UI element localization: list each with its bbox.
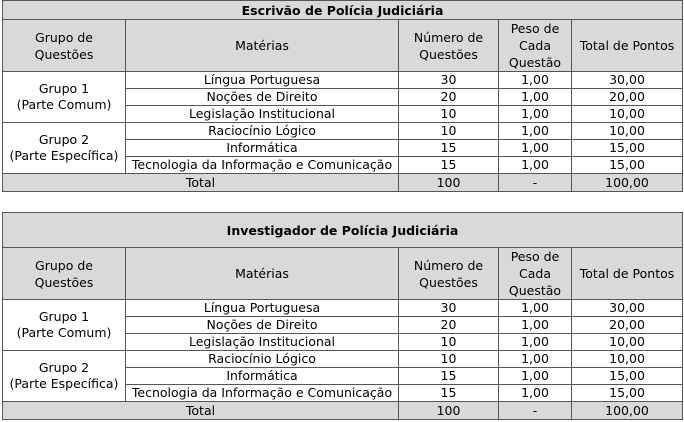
header-count: Número de Questões xyxy=(399,20,499,72)
header-weight: Peso de Cada Questão xyxy=(499,248,572,300)
escrivao-score-table xyxy=(2,0,683,192)
points-cell: 15,00 xyxy=(572,368,683,385)
weight-cell: 1,00 xyxy=(499,300,572,317)
weight-cell: 1,00 xyxy=(499,106,572,123)
points-cell: 20,00 xyxy=(572,89,683,106)
table-title: Investigador de Polícia Judiciária xyxy=(3,213,683,248)
weight-cell: 1,00 xyxy=(499,157,572,174)
subject-cell: Língua Portuguesa xyxy=(126,300,399,317)
header-total: Total de Pontos xyxy=(572,20,683,72)
weight-cell: 1,00 xyxy=(499,72,572,89)
count-cell: 15 xyxy=(399,368,499,385)
total-row xyxy=(3,402,683,420)
weight-cell: 1,00 xyxy=(499,334,572,351)
total-points: 100,00 xyxy=(572,174,683,192)
weight-cell: 1,00 xyxy=(499,368,572,385)
total-label: Total xyxy=(3,402,399,420)
subject-cell: Raciocínio Lógico xyxy=(126,123,399,140)
count-cell: 10 xyxy=(399,106,499,123)
subject-cell: Informática xyxy=(126,368,399,385)
points-cell: 10,00 xyxy=(572,334,683,351)
weight-cell: 1,00 xyxy=(499,140,572,157)
total-count: 100 xyxy=(399,402,499,420)
group-label: Grupo 2 (Parte Específica) xyxy=(3,351,126,402)
count-cell: 10 xyxy=(399,123,499,140)
header-subject: Matérias xyxy=(126,248,399,300)
subject-cell: Tecnologia da Informação e Comunicação xyxy=(126,385,399,402)
table-row xyxy=(3,300,683,317)
header-total: Total de Pontos xyxy=(572,248,683,300)
group-label: Grupo 1 (Parte Comum) xyxy=(3,72,126,123)
subject-cell: Tecnologia da Informação e Comunicação xyxy=(126,157,399,174)
header-weight: Peso de Cada Questão xyxy=(499,20,572,72)
total-points: 100,00 xyxy=(572,402,683,420)
points-cell: 15,00 xyxy=(572,385,683,402)
subject-cell: Raciocínio Lógico xyxy=(126,351,399,368)
points-cell: 10,00 xyxy=(572,106,683,123)
subject-cell: Informática xyxy=(126,140,399,157)
header-group: Grupo de Questões xyxy=(3,20,126,72)
count-cell: 15 xyxy=(399,385,499,402)
table-row xyxy=(3,123,683,140)
header-count: Número de Questões xyxy=(399,248,499,300)
group-label: Grupo 2 (Parte Específica) xyxy=(3,123,126,174)
points-cell: 10,00 xyxy=(572,351,683,368)
count-cell: 10 xyxy=(399,334,499,351)
total-row xyxy=(3,174,683,192)
total-label: Total xyxy=(3,174,399,192)
total-count: 100 xyxy=(399,174,499,192)
count-cell: 20 xyxy=(399,89,499,106)
points-cell: 15,00 xyxy=(572,140,683,157)
points-cell: 30,00 xyxy=(572,300,683,317)
count-cell: 10 xyxy=(399,351,499,368)
total-weight: - xyxy=(499,174,572,192)
count-cell: 30 xyxy=(399,72,499,89)
total-weight: - xyxy=(499,402,572,420)
weight-cell: 1,00 xyxy=(499,123,572,140)
count-cell: 15 xyxy=(399,140,499,157)
subject-cell: Legislação Institucional xyxy=(126,106,399,123)
count-cell: 30 xyxy=(399,300,499,317)
table-title: Escrivão de Polícia Judiciária xyxy=(3,1,683,20)
subject-cell: Legislação Institucional xyxy=(126,334,399,351)
count-cell: 15 xyxy=(399,157,499,174)
group-label: Grupo 1 (Parte Comum) xyxy=(3,300,126,351)
points-cell: 30,00 xyxy=(572,72,683,89)
points-cell: 15,00 xyxy=(572,157,683,174)
weight-cell: 1,00 xyxy=(499,317,572,334)
count-cell: 20 xyxy=(399,317,499,334)
weight-cell: 1,00 xyxy=(499,385,572,402)
weight-cell: 1,00 xyxy=(499,89,572,106)
points-cell: 20,00 xyxy=(572,317,683,334)
weight-cell: 1,00 xyxy=(499,351,572,368)
header-group: Grupo de Questões xyxy=(3,248,126,300)
investigador-score-table xyxy=(2,212,683,420)
table-row xyxy=(3,351,683,368)
header-subject: Matérias xyxy=(126,20,399,72)
subject-cell: Noções de Direito xyxy=(126,317,399,334)
subject-cell: Língua Portuguesa xyxy=(126,72,399,89)
points-cell: 10,00 xyxy=(572,123,683,140)
table-row xyxy=(3,72,683,89)
subject-cell: Noções de Direito xyxy=(126,89,399,106)
